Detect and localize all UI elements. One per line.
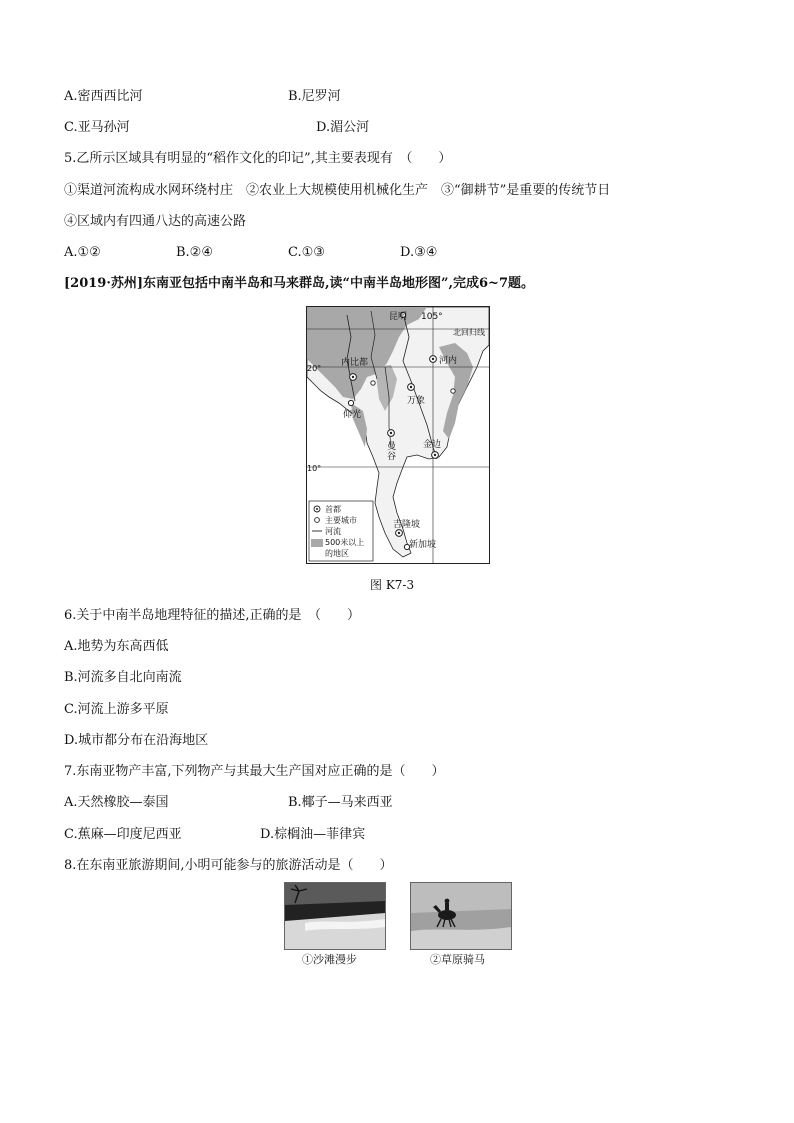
label-lat20: 20°: [307, 364, 322, 373]
q7-option-a: A.天然橡胶—泰国: [64, 795, 169, 810]
q5-items-line1: ①渠道河流构成水网环绕村庄 ②农业上大规模使用机械化生产 ③“御耕节”是重要的传统节日: [64, 183, 611, 198]
legend-highland-line2: 的地区: [325, 549, 349, 558]
label-hanoi: 河内: [439, 356, 458, 366]
label-bangkok-1: 曼: [387, 442, 397, 452]
legend-highland-icon: [311, 539, 323, 547]
photo2-caption: ②草原骑马: [430, 953, 485, 966]
beach-photo: [284, 882, 386, 950]
label-kualalumpur: 吉隆坡: [393, 520, 421, 530]
legend-river: 河流: [325, 527, 341, 536]
label-lat10: 10°: [307, 464, 322, 473]
minor-city-1: [371, 381, 375, 385]
q5-option-d: D.③④: [400, 245, 438, 260]
yangon-marker: [348, 400, 353, 405]
q6-option-a: A.地势为东高西低: [64, 639, 169, 654]
q5-option-a: A.①②: [64, 245, 101, 260]
indochina-map: [306, 306, 490, 564]
figure-caption: 图 K7-3: [370, 578, 415, 592]
map-intro: [2019·苏州]东南亚包括中南半岛和马来群岛,读“中南半岛地形图”,完成6~7题。: [64, 276, 534, 291]
legend-city: 主要城市: [325, 516, 357, 525]
legend-city-icon: [315, 518, 320, 523]
q6-stem: 6.关于中南半岛地理特征的描述,正确的是 （ ）: [64, 608, 361, 623]
label-tropic: 北回归线: [453, 328, 485, 337]
q4-option-c: C.亚马孙河: [64, 120, 130, 135]
q6-option-d: D.城市都分布在沿海地区: [64, 733, 209, 748]
q7-option-c: C.蕉麻—印度尼西亚: [64, 827, 182, 842]
q4-option-d: D.湄公河: [316, 120, 370, 135]
label-vientiane: 万象: [407, 396, 426, 406]
q7-option-d: D.棕榈油—菲律宾: [260, 827, 366, 842]
q4-option-b: B.尼罗河: [288, 89, 341, 104]
label-naypyidaw: 内比都: [341, 358, 369, 368]
label-kunming: 昆明: [389, 312, 408, 322]
q5-option-c: C.①③: [288, 245, 325, 260]
label-yangon: 仰光: [343, 410, 362, 420]
horse-riding-photo: [410, 882, 512, 950]
minor-city-2: [451, 389, 455, 393]
q5-items-line2: ④区域内有四通八达的高速公路: [64, 214, 247, 229]
q6-option-b: B.河流多自北向南流: [64, 670, 182, 685]
q4-option-a: A.密西西比河: [64, 89, 143, 104]
q7-stem: 7.东南亚物产丰富,下列物产与其最大生产国对应正确的是（ ）: [64, 764, 445, 779]
label-singapore: 新加坡: [409, 540, 437, 550]
q8-stem: 8.在东南亚旅游期间,小明可能参与的旅游活动是（ ）: [64, 858, 393, 873]
label-bangkok-2: 谷: [387, 452, 397, 462]
label-lon105: 105°: [421, 312, 443, 322]
label-phnompenh: 金边: [423, 440, 442, 450]
q5-stem: 5.乙所示区域具有明显的“稻作文化的印记”,其主要表现有 （ ）: [64, 151, 452, 166]
photo1-caption: ①沙滩漫步: [302, 953, 357, 966]
q5-option-b: B.②④: [176, 245, 213, 260]
legend-capital: 首都: [325, 505, 341, 514]
legend-highland-line1: 500米以上: [325, 538, 365, 547]
q7-option-b: B.椰子—马来西亚: [288, 795, 393, 810]
q6-option-c: C.河流上游多平原: [64, 702, 169, 717]
